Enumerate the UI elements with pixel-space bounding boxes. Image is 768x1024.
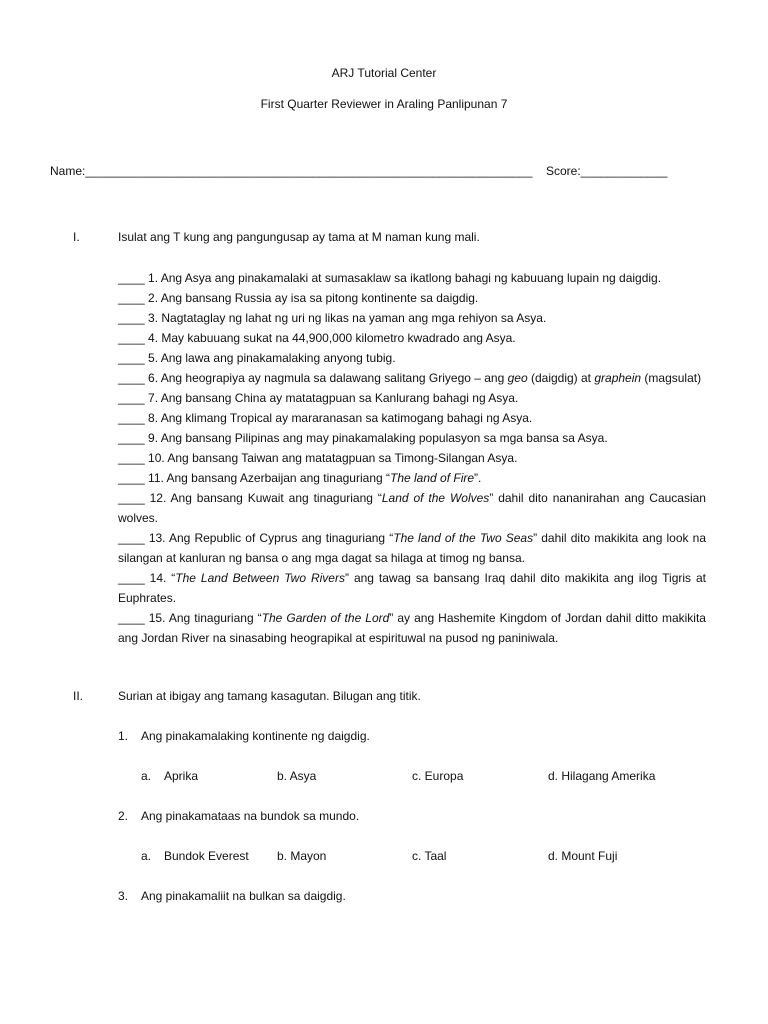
item-text: ____ 7. Ang bansang China ay matatagpuan sa Kanlurang bahagi ng Asya. xyxy=(118,391,519,405)
option-c: c. Taal xyxy=(412,849,447,863)
italic-term: The Land Between Two Rivers xyxy=(175,571,345,585)
option-a: Bundok Everest xyxy=(164,849,249,863)
item-text: ____ 13. Ang Republic of Cyprus ang tinaguriang “ xyxy=(118,531,394,545)
section-1-instruction: Isulat ang T kung ang pangungusap ay tama at M naman kung mali. xyxy=(118,230,480,244)
item-text: ____ 12. Ang bansang Kuwait ang tinaguriang “ xyxy=(118,491,382,505)
list-item xyxy=(118,388,706,408)
item-text: ____ 10. Ang bansang Taiwan ang matatagpuan sa Timong-Silangan Asya. xyxy=(118,451,518,465)
list-item xyxy=(118,368,706,388)
item-text: ____ 3. Nagtataglay ng lahat ng uri ng likas na yaman ang mga rehiyon sa Asya. xyxy=(118,311,547,325)
option-b: b. Mayon xyxy=(277,849,327,863)
list-item xyxy=(118,268,706,288)
option-d: d. Mount Fuji xyxy=(548,849,618,863)
list-item xyxy=(118,308,706,328)
italic-term: geo xyxy=(507,371,528,385)
list-item xyxy=(118,468,706,488)
section-2-number: II. xyxy=(73,689,84,703)
page-title: ARJ Tutorial Center xyxy=(331,66,437,80)
list-item xyxy=(118,328,706,348)
italic-term: Land of the Wolves xyxy=(381,491,490,505)
question-text: Ang pinakamataas na bundok sa mundo. xyxy=(141,809,360,823)
item-text: ____ 4. May kabuuang sukat na 44,900,000 kilometro kwadrado ang Asya. xyxy=(118,331,516,345)
list-item xyxy=(118,488,706,528)
item-text: ” dahil dito nananirahan ang Caucasian wolves. xyxy=(118,491,706,525)
section-1-number: I. xyxy=(73,230,80,244)
item-text: (magsulat) xyxy=(641,371,702,385)
item-text: ____ 5. Ang lawa ang pinakamalaking anyong tubig. xyxy=(118,351,396,365)
section-2-instruction: Surian at ibigay ang tamang kasagutan. Bilugan ang titik. xyxy=(118,689,421,703)
question-number: 3. xyxy=(118,889,129,903)
item-text: ____ 15. Ang tinaguriang “ xyxy=(118,611,262,625)
page-subtitle: First Quarter Reviewer in Araling Panlipunan 7 xyxy=(260,97,508,111)
list-item xyxy=(118,348,706,368)
item-text: ____ 2. Ang bansang Russia ay isa sa pitong kontinente sa daigdig. xyxy=(118,291,479,305)
item-text: ____ 9. Ang bansang Pilipinas ang may pinakamalaking populasyon sa mga bansa sa Asya. xyxy=(118,431,608,445)
option-letter: a. xyxy=(141,849,152,863)
item-text: ” ang tawag sa bansang Iraq dahil dito makikita ang ilog Tigris at Euphrates. xyxy=(118,571,706,605)
italic-term: The land of the Two Seas xyxy=(393,531,534,545)
item-text: ____ 8. Ang klimang Tropical ay mararanasan sa katimogang bahagi ng Asya. xyxy=(118,411,533,425)
option-a: Aprika xyxy=(164,769,199,783)
list-item xyxy=(118,608,706,648)
item-text: ____ 11. Ang bansang Azerbaijan ang tinaguriang “ xyxy=(118,471,390,485)
item-text: ” ay ang Hashemite Kingdom of Jordan dahil ditto makikita ang Jordan River na sinasabing heograpikal at espirituwal na pusod ng paniniwala. xyxy=(118,611,706,645)
item-text: (daigdig) at xyxy=(527,371,595,385)
option-c: c. Europa xyxy=(412,769,464,783)
item-text: ” dahil dito makikita ang look na silangan at kanluran ng bansa o ang mga dagat sa hilaga at timog ng bansa. xyxy=(118,531,706,565)
italic-term: graphein xyxy=(594,371,642,385)
true-false-list xyxy=(118,268,706,648)
option-d: d. Hilagang Amerika xyxy=(548,769,656,783)
item-text: ”. xyxy=(474,471,482,485)
question-text: Ang pinakamalaking kontinente ng daigdig. xyxy=(141,729,370,743)
item-text: ____ 1. Ang Asya ang pinakamalaki at sumasaklaw sa ikatlong bahagi ng kabuuang lupain ng daigdig. xyxy=(118,271,662,285)
list-item xyxy=(118,448,706,468)
list-item xyxy=(118,288,706,308)
name-field: Name:___________________________________________________________________ xyxy=(50,164,533,178)
list-item xyxy=(118,408,706,428)
italic-term: The Garden of the Lord xyxy=(261,611,390,625)
list-item xyxy=(118,528,706,568)
question-text: Ang pinakamaliit na bulkan sa daigdig. xyxy=(141,889,346,903)
list-item xyxy=(118,428,706,448)
item-text: ____ 6. Ang heograpiya ay nagmula sa dalawang salitang Griyego – ang xyxy=(118,371,508,385)
score-field: Score:_____________ xyxy=(546,164,668,178)
list-item xyxy=(118,568,706,608)
option-b: b. Asya xyxy=(277,769,317,783)
italic-term: The land of Fire xyxy=(390,471,475,485)
question-number: 2. xyxy=(118,809,129,823)
item-text: ____ 14. “ xyxy=(118,571,176,585)
question-number: 1. xyxy=(118,729,129,743)
option-letter: a. xyxy=(141,769,152,783)
